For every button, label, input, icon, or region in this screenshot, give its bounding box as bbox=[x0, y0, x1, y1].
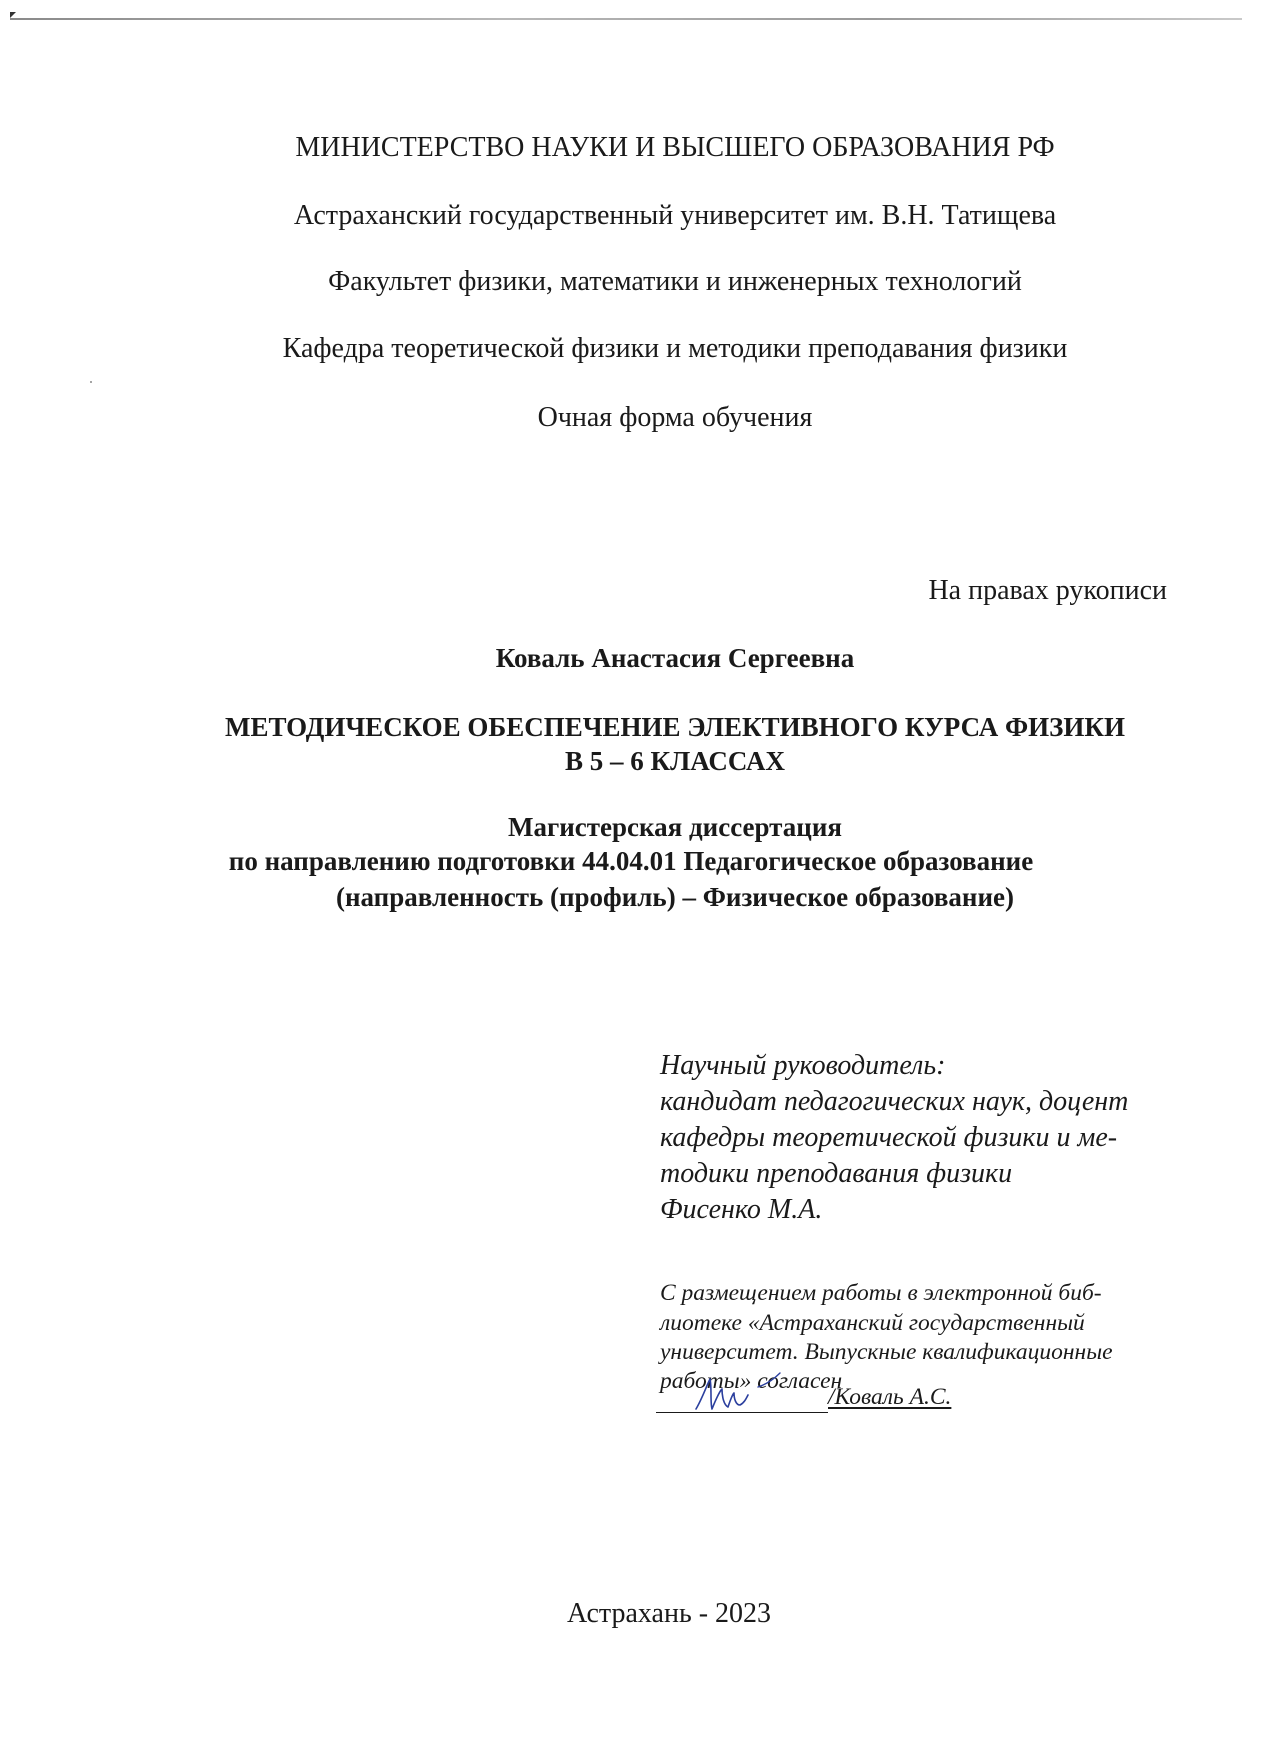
ministry-name: МИНИСТЕРСТВО НАУКИ И ВЫСШЕГО ОБРАЗОВАНИЯ РФ bbox=[295, 132, 1055, 163]
consent-line4: работы» согласен bbox=[660, 1368, 843, 1394]
faculty-name: Факультет физики, математики и инженерных технологий bbox=[328, 266, 1022, 297]
scan-dust-dot bbox=[90, 381, 92, 383]
signer-name: /Коваль А.С. bbox=[828, 1384, 952, 1410]
study-form: Очная форма обучения bbox=[537, 402, 813, 433]
study-profile: (направленность (профиль) – Физическое образование) bbox=[335, 882, 1015, 912]
handwritten-signature bbox=[688, 1365, 788, 1415]
manuscript-note: На правах рукописи bbox=[928, 575, 1167, 606]
consent-line1: С размещением работы в электронной биб- bbox=[660, 1280, 1102, 1306]
city-year: Астрахань - 2023 bbox=[566, 1598, 772, 1629]
study-direction: по направлению подготовки 44.04.01 Педагогическое образование bbox=[228, 846, 1034, 876]
consent-line2: лиотеке «Астраханский государственный bbox=[660, 1310, 1085, 1336]
work-type: Магистерская диссертация bbox=[507, 812, 842, 842]
thesis-title-line1: МЕТОДИЧЕСКОЕ ОБЕСПЕЧЕНИЕ ЭЛЕКТИВНОГО КУРСА ФИЗИКИ bbox=[224, 712, 1126, 742]
thesis-title-line2: В 5 – 6 КЛАССАХ bbox=[564, 746, 785, 776]
supervisor-name: Фисенко М.А. bbox=[660, 1194, 823, 1225]
supervisor-department-line2: тодики преподавания физики bbox=[660, 1158, 1013, 1189]
supervisor-degree: кандидат педагогических наук, доцент bbox=[660, 1086, 1129, 1117]
author-name: Коваль Анастасия Сергеевна bbox=[495, 643, 855, 673]
supervisor-department-line1: кафедры теоретической физики и ме- bbox=[660, 1122, 1118, 1153]
consent-line3: университет. Выпускные квалификационные bbox=[660, 1339, 1113, 1365]
department-name: Кафедра теоретической физики и методики преподавания физики bbox=[282, 333, 1068, 364]
scan-top-line bbox=[10, 18, 1242, 20]
supervisor-label: Научный руководитель: bbox=[660, 1050, 946, 1081]
university-name: Астраханский государственный университет им. В.Н. Татищева bbox=[293, 200, 1057, 231]
